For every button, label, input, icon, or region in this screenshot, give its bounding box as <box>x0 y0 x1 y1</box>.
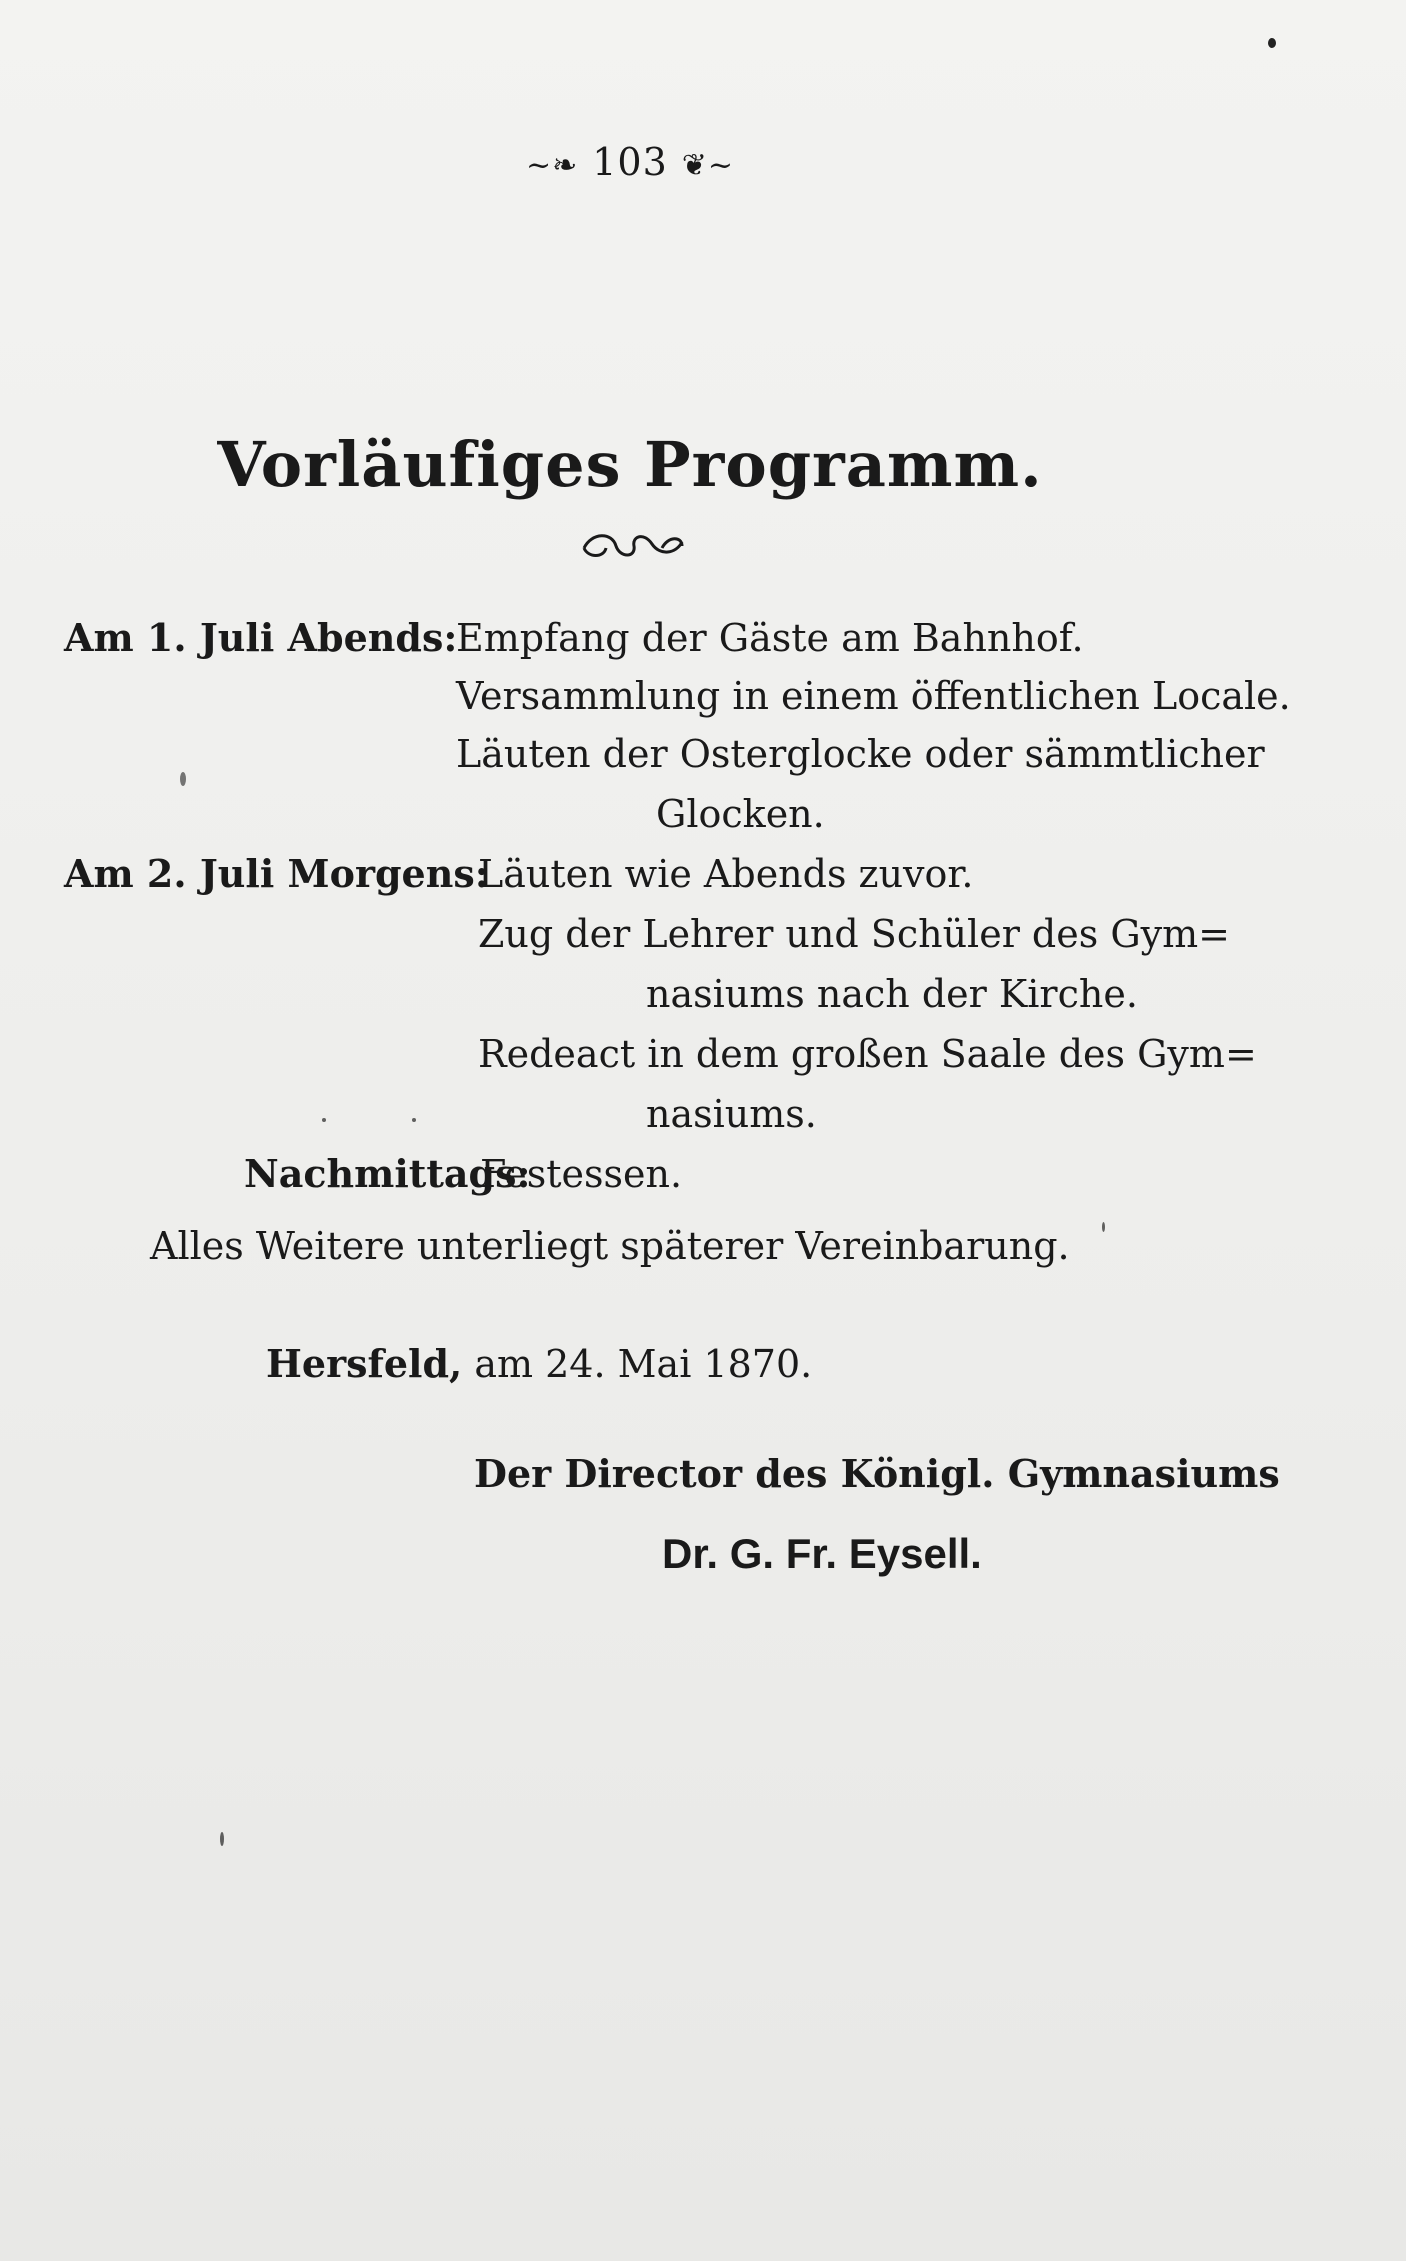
afternoon-label: Nachmittags: <box>244 1151 531 1196</box>
speck-mid-2 <box>412 1118 416 1122</box>
dateline <box>266 1340 812 1388</box>
speck-left <box>180 772 186 786</box>
speck-mid <box>322 1118 326 1122</box>
page-title: Vorläufiges Programm. <box>217 428 1043 501</box>
afternoon-line-1: Festessen. <box>480 1152 683 1196</box>
ornament-left-icon: ~❧ <box>525 148 579 183</box>
ornament-right-icon: ❦~ <box>681 148 735 183</box>
signature-name: Dr. G. Fr. Eysell. <box>662 1530 982 1577</box>
flourish-icon <box>578 528 688 562</box>
day2-line-1: Läuten wie Abends zuvor. <box>478 852 974 896</box>
day1-label: Am 1. Juli Abends: <box>64 615 458 660</box>
day1-line-1: Empfang der Gäste am Bahnhof. <box>456 616 1084 660</box>
day1-line-4: Glocken. <box>656 792 825 836</box>
page-header <box>0 140 1260 184</box>
day2-line-2: Zug der Lehrer und Schüler des Gym= <box>478 912 1231 956</box>
speck-lower-left <box>220 1832 224 1846</box>
date-text: am 24. Mai 1870. <box>474 1342 813 1386</box>
day2-line-4: Redeact in dem großen Saale des Gym= <box>478 1032 1257 1076</box>
day2-line-5: nasiums. <box>646 1092 817 1136</box>
day1-line-3: Läuten der Osterglocke oder sämmtlicher <box>456 732 1265 776</box>
closing-note: Alles Weitere unterliegt späterer Vereinbarung. <box>150 1224 1070 1268</box>
speck-right <box>1102 1222 1105 1232</box>
day2-line-3: nasiums nach der Kirche. <box>646 972 1138 1016</box>
speck-top-right <box>1268 38 1276 48</box>
signature-title: Der Director des Königl. Gymnasiums <box>474 1451 1280 1496</box>
day1-line-2: Versammlung in einem öffentlichen Locale. <box>456 674 1291 718</box>
place-name: Hersfeld, <box>266 1341 463 1386</box>
page-number: 103 <box>592 140 668 184</box>
day2-label: Am 2. Juli Morgens: <box>64 851 489 896</box>
